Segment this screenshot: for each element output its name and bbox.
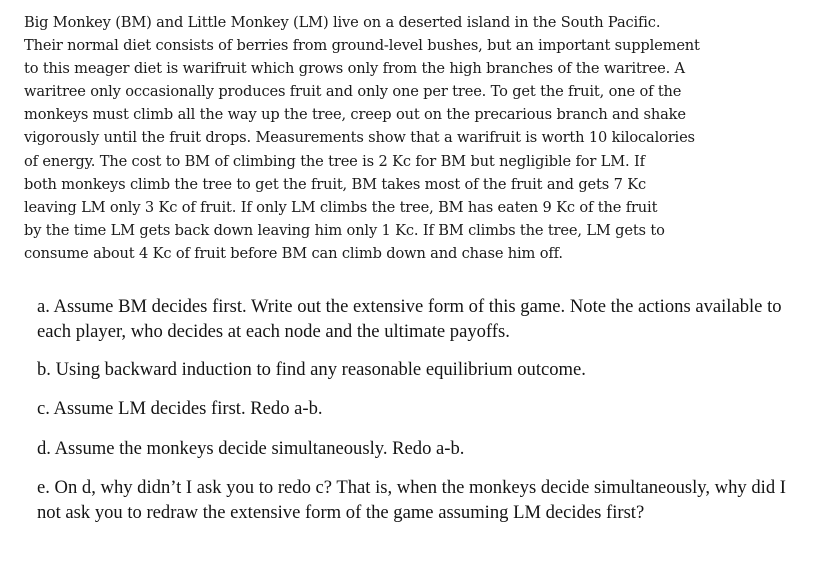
statement-line: waritree only occasionally produces fruit and only one per tree. To get the fruit, one of the [24,83,682,101]
problem-statement [24,11,764,265]
statement-line: by the time LM gets back down leaving him only 1 Kc. If BM climbs the tree, LM gets to [24,221,665,239]
statement-line: leaving LM only 3 Kc of fruit. If only LM climbs the tree, BM has eaten 9 Kc of the fruit [24,198,658,216]
question-b: b. Using backward induction to find any reasonable equilibrium outcome. [37,359,586,380]
statement-line: consume about 4 Kc of fruit before BM can climb down and chase him off. [24,244,563,262]
statement-line: of energy. The cost to BM of climbing the tree is 2 Kc for BM but negligible for LM. If [24,152,645,170]
statement-line: Their normal diet consists of berries from ground-level bushes, but an important supplement [24,37,700,55]
statement-line: Big Monkey (BM) and Little Monkey (LM) live on a deserted island in the South Pacific. [24,14,661,31]
question-a: a. Assume BM decides first. Write out the extensive form of this game. Note the actions available to each player, who decides at each node and the ultimate payoffs. [37,296,782,342]
statement-line: monkeys must climb all the way up the tree, creep out on the precarious branch and shake [24,106,686,124]
question-c: c. Assume LM decides first. Redo a-b. [37,398,323,419]
question-d: d. Assume the monkeys decide simultaneously. Redo a-b. [37,438,465,459]
statement-line: to this meager diet is warifruit which grows only from the high branches of the waritree. A [24,60,685,78]
statement-line: vigorously until the fruit drops. Measurements show that a warifruit is worth 10 kilocalories [24,129,695,147]
question-e: e. On d, why didn’t I ask you to redo c? That is, when the monkeys decide simultaneously, why did I not ask you to redraw the extensive form of the game assuming LM decides first? [37,477,786,523]
statement-line: both monkeys climb the tree to get the fruit, BM takes most of the fruit and gets 7 Kc [24,175,646,193]
